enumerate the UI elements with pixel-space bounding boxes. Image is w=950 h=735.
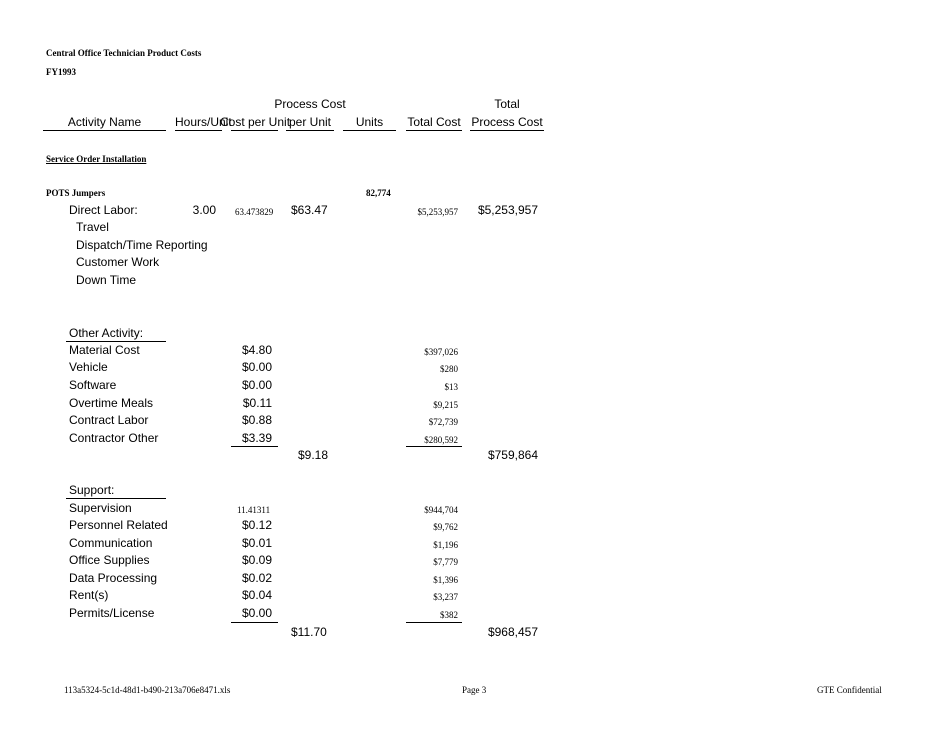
support-label: Supervision	[69, 501, 132, 515]
other-activity-cost: $3.39	[241, 431, 272, 445]
header-hours-per-unit: Hours/Unit	[175, 115, 232, 129]
support-cost: $0.09	[241, 553, 272, 567]
direct-labor-process-cost: $63.47	[291, 203, 328, 217]
support-total: $7,779	[433, 557, 458, 567]
other-activity-total: $9,215	[433, 400, 458, 410]
other-activity-label: Contractor Other	[69, 431, 159, 445]
support-underline	[66, 498, 166, 499]
support-subtotal-total: $968,457	[487, 625, 538, 639]
header-total-process-cost: Process Cost	[471, 115, 543, 129]
support-label: Rent(s)	[69, 588, 109, 602]
header-activity-name: Activity Name	[67, 115, 142, 129]
support-total: $944,704	[424, 505, 458, 515]
other-activity-cost: $0.00	[241, 378, 272, 392]
other-activity-underline	[66, 341, 166, 342]
other-activity-label: Contract Labor	[69, 413, 149, 427]
direct-labor-subitem: Customer Work	[76, 255, 160, 269]
header-units: Units	[355, 115, 384, 129]
support-cost: $0.00	[241, 606, 272, 620]
direct-labor-total-process-cost: $5,253,957	[477, 203, 538, 217]
support-cost: $0.01	[241, 536, 272, 550]
support-total: $3,237	[433, 592, 458, 602]
other-activity-total: $72,739	[428, 417, 458, 427]
header-underline-process	[286, 130, 334, 131]
header-cost-per-unit-text: Cost per Unit	[220, 115, 291, 129]
support-subtotal-per-unit: $11.70	[291, 625, 327, 639]
support-heading: Support:	[69, 483, 115, 497]
other-activity-total: $13	[444, 382, 458, 392]
support-cost: $0.12	[241, 518, 272, 532]
other-activity-cost-sum-line	[231, 446, 278, 447]
support-label: Data Processing	[69, 571, 158, 585]
support-total: $382	[440, 610, 458, 620]
support-cost: 11.41311	[237, 505, 271, 515]
direct-labor-subitem: Travel	[76, 220, 109, 234]
header-underline-activity	[43, 130, 166, 131]
other-activity-cost: $4.80	[241, 343, 272, 357]
other-activity-total-sum-line	[406, 446, 462, 447]
report-title: Central Office Technician Product Costs	[46, 48, 202, 58]
header-underline-cost	[231, 130, 278, 131]
support-label: Communication	[69, 536, 153, 550]
direct-labor-total-cost: $5,253,957	[417, 207, 458, 217]
support-label: Office Supplies	[69, 553, 150, 567]
direct-labor-hours: 3.00	[192, 203, 216, 217]
footer-confidential: GTE Confidential	[817, 685, 882, 695]
support-total-sum-line	[406, 622, 462, 623]
other-activity-total: $280,592	[424, 435, 458, 445]
support-cost: $0.04	[241, 588, 272, 602]
header-underline-units	[343, 130, 396, 131]
direct-labor-subitem: Dispatch/Time Reporting	[76, 238, 208, 252]
direct-labor-label: Direct Labor:	[69, 203, 138, 217]
other-activity-label: Vehicle	[69, 360, 108, 374]
support-total: $1,196	[433, 540, 458, 550]
header-underline-hours	[175, 130, 222, 131]
other-activity-total: $280	[440, 364, 458, 374]
section-title: Service Order Installation	[46, 154, 147, 164]
other-activity-label: Software	[69, 378, 117, 392]
other-activity-subtotal-total: $759,864	[487, 448, 538, 462]
other-activity-cost: $0.11	[242, 396, 272, 410]
header-underline-total-cost	[406, 130, 462, 131]
other-activity-cost: $0.88	[241, 413, 272, 427]
product-units: 82,774	[366, 188, 391, 198]
footer-page: Page 3	[462, 685, 487, 695]
support-label: Permits/License	[69, 606, 155, 620]
other-activity-total: $397,026	[424, 347, 458, 357]
other-activity-subtotal-per-unit: $9.18	[298, 448, 329, 462]
other-activity-heading: Other Activity:	[69, 326, 144, 340]
direct-labor-cost-per-unit: 63.473829	[235, 207, 274, 217]
footer-filename: 113a5324-5c1d-48d1-b490-213a706e8471.xls	[64, 685, 231, 695]
header-process-cost-top: Process Cost	[274, 97, 346, 111]
support-cost: $0.02	[241, 571, 272, 585]
report-year: FY1993	[46, 67, 76, 77]
support-total: $9,762	[433, 522, 458, 532]
direct-labor-subitem: Down Time	[76, 273, 137, 287]
support-total: $1,396	[433, 575, 458, 585]
header-cost-per-unit	[220, 115, 291, 129]
product-name: POTS Jumpers	[46, 188, 106, 198]
header-total-top: Total	[494, 97, 520, 111]
header-process-cost-bottom: per Unit	[288, 115, 332, 129]
other-activity-cost: $0.00	[241, 360, 272, 374]
header-underline-total-process	[470, 130, 544, 131]
other-activity-label: Material Cost	[69, 343, 140, 357]
support-label: Personnel Related	[69, 518, 168, 532]
support-cost-sum-line	[231, 622, 278, 623]
other-activity-label: Overtime Meals	[69, 396, 154, 410]
header-total-cost: Total Cost	[407, 115, 461, 129]
